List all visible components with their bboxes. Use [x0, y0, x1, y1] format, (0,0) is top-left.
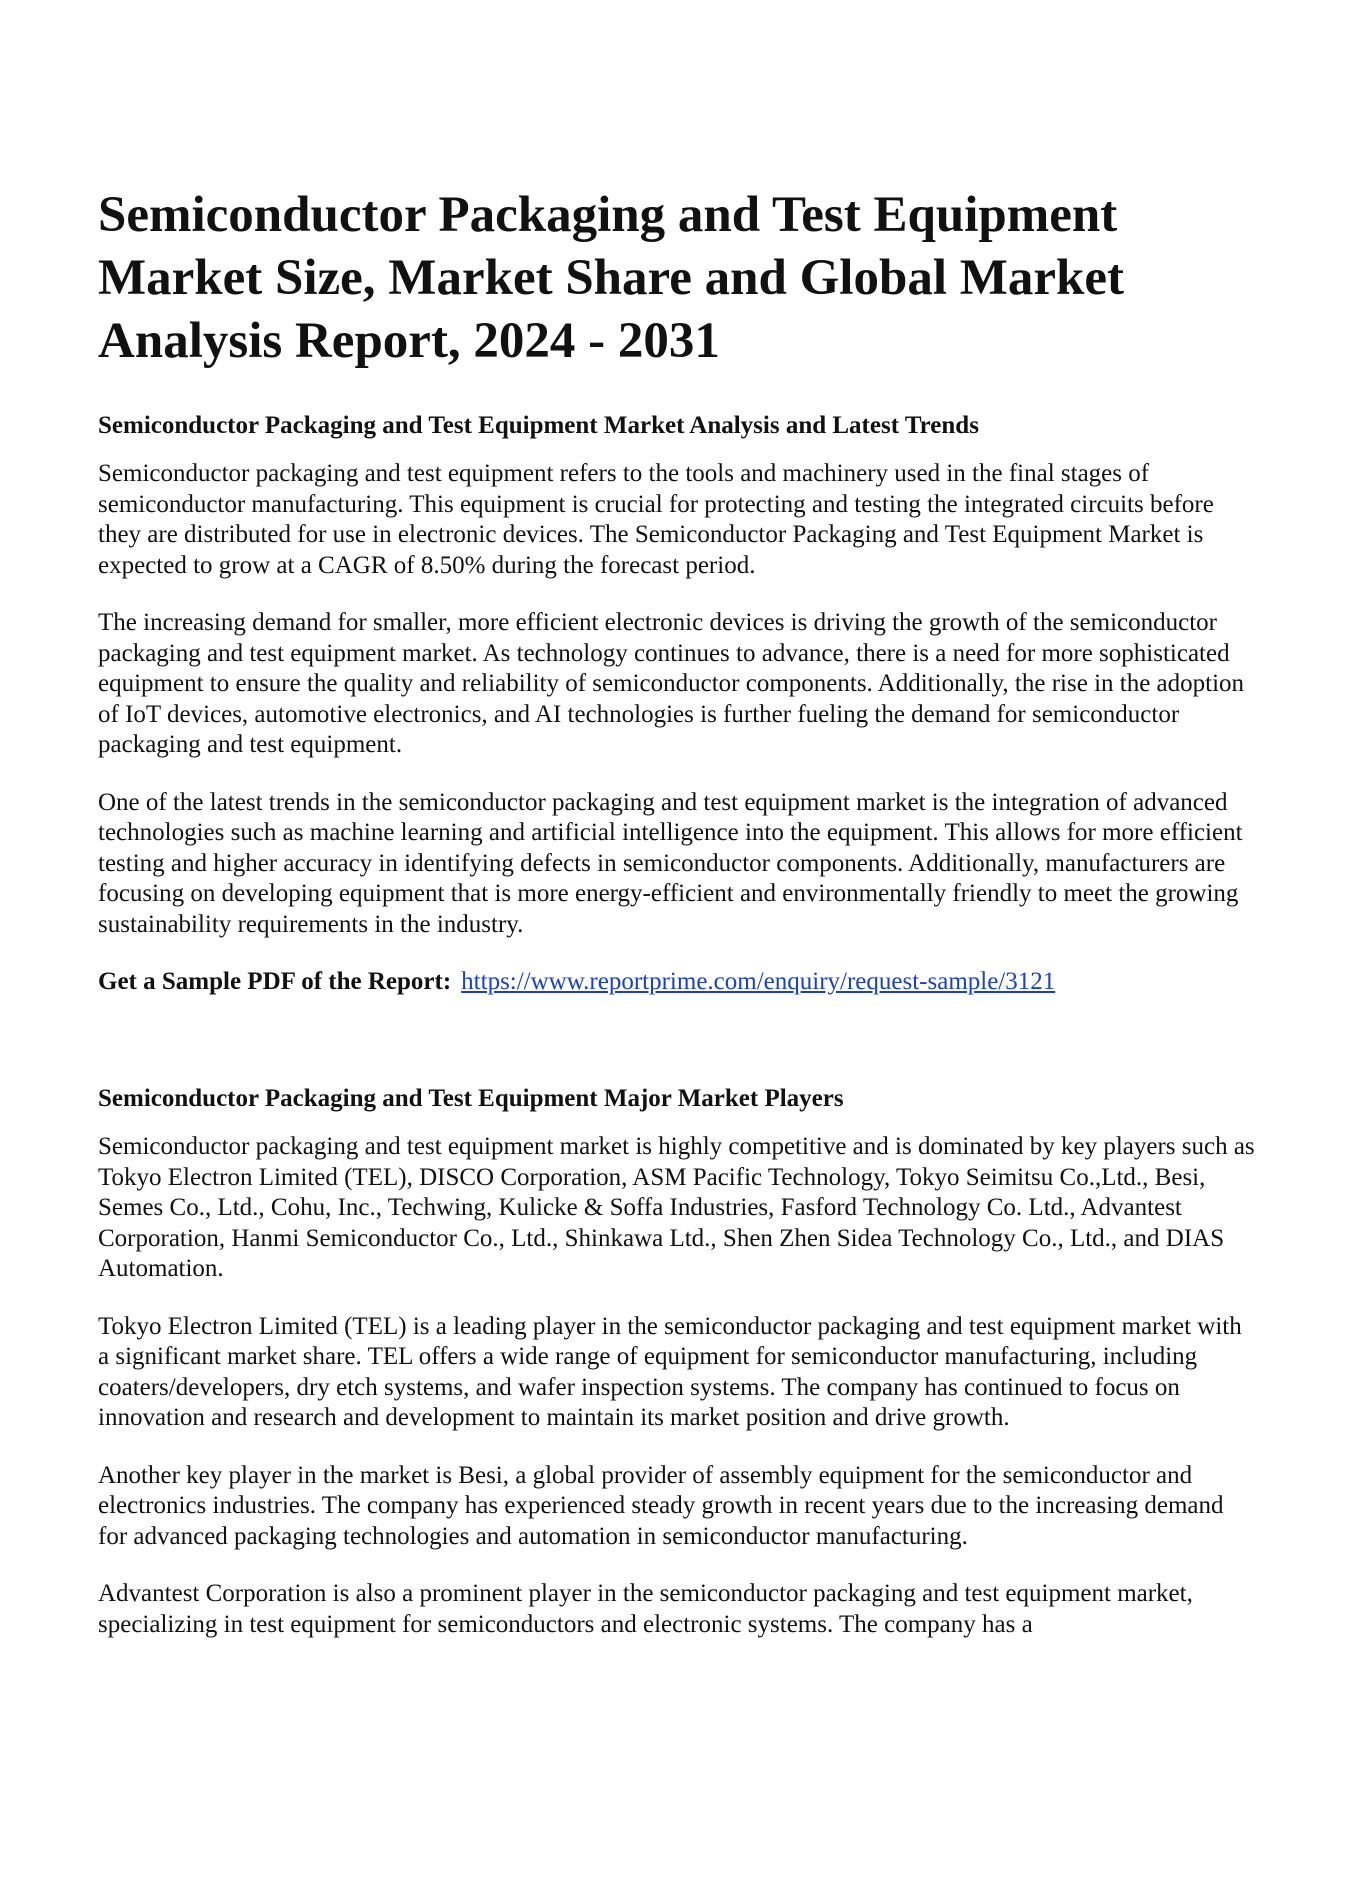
paragraph: Tokyo Electron Limited (TEL) is a leading player in the semiconductor packaging and test equipment market with a significant market share. TEL offers a wide range of equipment for semiconductor manufacturing, including coaters/developers, dry etch systems, and wafer inspection systems. The company has continued to focus on innovation and research and development to maintain its market position and drive growth. — [98, 1312, 1242, 1431]
paragraph: Semiconductor packaging and test equipment market is highly competitive and is dominated by key players such as Tokyo Electron Limited (TEL), DISCO Corporation, ASM Pacific Technology, Tokyo Seimitsu Co.,Ltd., Besi, Semes Co., Ltd., Cohu, Inc., Techwing, Kulicke & Soffa Industries, Fasford Technology Co. Ltd., Advantest Corporation, Hanmi Semiconductor Co., Ltd., Shinkawa Ltd., Shen Zhen Sidea Technology Co., Ltd., and DIAS Automation. — [98, 1133, 1255, 1282]
paragraph: Another key player in the market is Besi, a global provider of assembly equipment for the semiconductor and electronics industries. The company has experienced steady growth in recent years due to the increasing demand for advanced packaging technologies and automation in semiconductor manufacturing. — [98, 1461, 1224, 1550]
page-title: Semiconductor Packaging and Test Equipment Market Size, Market Share and Global Market Analysis Report, 2024 - 2031 — [98, 187, 1125, 369]
section-heading-analysis: Semiconductor Packaging and Test Equipment Market Analysis and Latest Trends — [98, 412, 979, 439]
paragraph: The increasing demand for smaller, more efficient electronic devices is driving the growth of the semiconductor packaging and test equipment market. As technology continues to advance, there is a need for more sophisticated equipment to ensure the quality and reliability of semiconductor components. Additionally, the rise in the adoption of IoT devices, automotive electronics, and AI technologies is further fueling the demand for semiconductor packaging and test equipment. — [98, 609, 1245, 758]
section-heading-players: Semiconductor Packaging and Test Equipment Major Market Players — [98, 1085, 844, 1112]
sample-pdf-link[interactable]: https://www.reportprime.com/enquiry/request-sample/3121 — [461, 968, 1056, 995]
paragraph: One of the latest trends in the semiconductor packaging and test equipment market is the integration of advanced technologies such as machine learning and artificial intelligence into the equipment. This allows for more efficient testing and higher accuracy in identifying defects in semiconductor components. Additionally, manufacturers are focusing on developing equipment that is more energy-efficient and environmentally friendly to meet the growing sustainability requirements in the industry. — [98, 788, 1243, 938]
sample-pdf-label: Get a Sample PDF of the Report: — [98, 968, 452, 995]
paragraph: Advantest Corporation is also a prominent player in the semiconductor packaging and test equipment market, specializing in test equipment for semiconductors and electronic systems. The company has a — [98, 1580, 1193, 1638]
paragraph: Semiconductor packaging and test equipment refers to the tools and machinery used in the final stages of semiconductor manufacturing. This equipment is crucial for protecting and testing the integrated circuits before they are distributed for use in electronic devices. The Semiconductor Packaging and Test Equipment Market is expected to grow at a CAGR of 8.50% during the forecast period. — [98, 460, 1214, 579]
document-page — [98, 184, 1258, 1640]
sample-pdf-line — [98, 967, 1258, 997]
